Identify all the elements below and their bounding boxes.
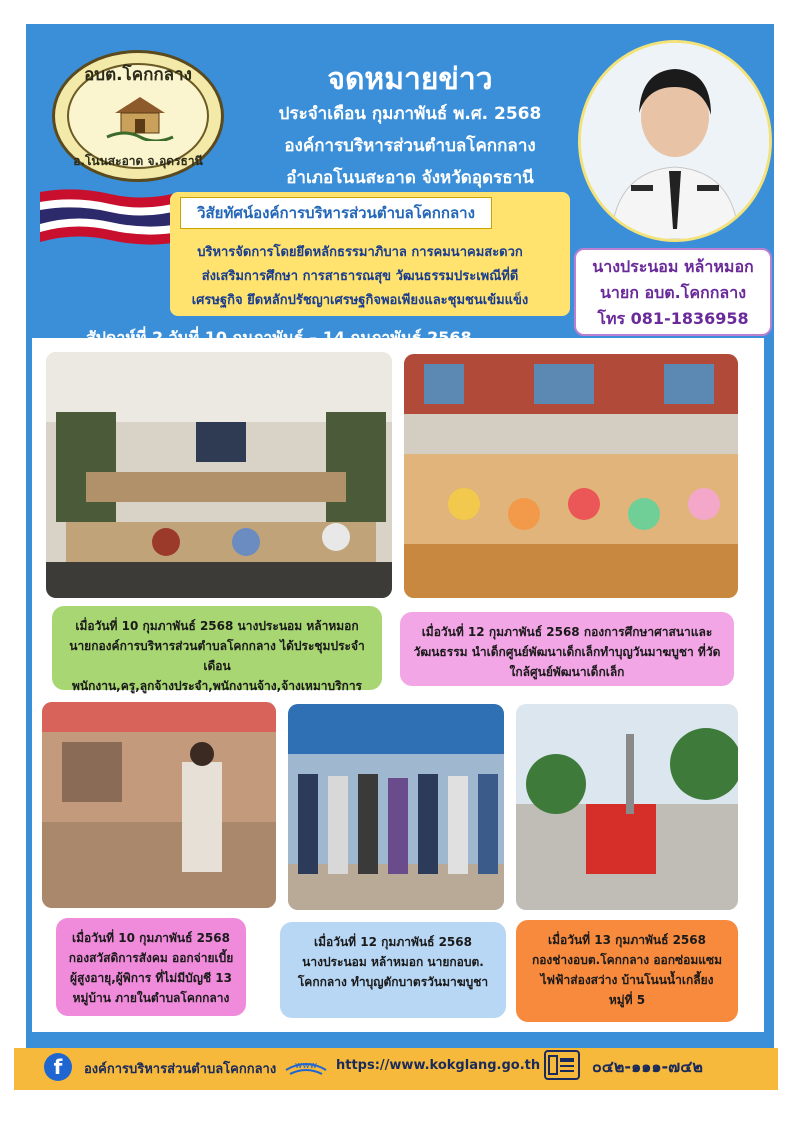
official-name: นางประนอม หล้าหมอก (592, 257, 754, 276)
electric-repair-photo (516, 704, 738, 910)
facebook-page-link[interactable]: องค์การบริหารส่วนตำบลโคกกลาง (84, 1062, 277, 1077)
caption-meeting (52, 606, 382, 693)
official-phone: โทร 081-1836958 (597, 309, 749, 328)
house-icon (105, 91, 175, 141)
official-nameplate (574, 248, 772, 336)
newsletter-title: จดหมายข่าว (327, 62, 493, 97)
caption-line: เมื่อวันที่ 10 กุมภาพันธ์ 2568 (72, 931, 230, 945)
allowance-photo (42, 702, 276, 908)
logo-top-text: อบต.โคกกลาง (84, 65, 192, 85)
caption-line: เมื่อวันที่ 13 กุมภาพันธ์ 2568 (548, 933, 706, 947)
caption-line: วัฒนธรรม นำเด็กศูนย์พัฒนาเด็กเล็กทำบุญวันมาฆบูชา ที่วัด (413, 645, 721, 659)
caption-line: นายกองค์การบริหารส่วนตำบลโคกกลาง ได้ประชุมประจำเดือน (69, 639, 365, 673)
caption-temple (400, 612, 734, 686)
thai-flag-icon (40, 186, 180, 248)
caption-electric-repair (516, 920, 738, 1022)
caption-line: หมู่ที่ 5 (608, 993, 646, 1007)
organization-logo (52, 50, 224, 182)
header-organization: องค์การบริหารส่วนตำบลโคกกลาง (284, 136, 536, 156)
caption-line: เมื่อวันที่ 10 กุมภาพันธ์ 2568 นางประนอม หล้าหมอก (75, 619, 359, 633)
caption-line: เมื่อวันที่ 12 กุมภาพันธ์ 2568 กองการศึกษาศาสนาและ (421, 625, 713, 639)
caption-line: กองสวัสดิการสังคม ออกจ่ายเบี้ย (68, 951, 234, 965)
vision-line: บริหารจัดการโดยยึดหลักธรรมาภิบาล การคมนาคมสะดวก (197, 245, 523, 260)
vision-line: ส่งเสริมการศึกษา การสาธารณสุข วัฒนธรรมประเพณีที่ดี (201, 269, 519, 284)
logo-bottom-text: อ.โนนสะอาด จ.อุดรธานี (73, 154, 203, 168)
merit-making-photo (288, 704, 504, 910)
caption-line: พนักงาน,ครู,ลูกจ้างประจำ,พนักงานจ้าง,จ้างเหมาบริการ (71, 679, 363, 693)
meeting-photo (46, 352, 392, 598)
caption-line: ใกล้ศูนย์พัฒนาเด็กเล็ก (509, 665, 625, 679)
header-month: ประจำเดือน กุมภาพันธ์ พ.ศ. 2568 (278, 104, 542, 124)
website-link[interactable]: https://www.kokglang.go.th (336, 1058, 541, 1073)
official-portrait (578, 40, 772, 242)
www-label: www (294, 1061, 318, 1071)
portrait-photo (581, 43, 769, 239)
caption-line: หมู่บ้าน ภายในตำบลโคกกลาง (72, 991, 230, 1005)
phone-icon (544, 1050, 580, 1080)
vision-line: เศรษฐกิจ ยึดหลักปรัชญาเศรษฐกิจพอเพียงและชุมชนเข้มแข็ง (191, 293, 529, 308)
caption-line: เมื่อวันที่ 12 กุมภาพันธ์ 2568 (314, 935, 472, 949)
caption-allowance (56, 918, 246, 1016)
caption-line: โคกกลาง ทำบุญตักบาตรวันมาฆบูชา (297, 975, 489, 989)
official-position: นายก อบต.โคกกลาง (599, 283, 747, 302)
globe-icon (284, 1056, 328, 1078)
caption-line: ผู้สูงอายุ,ผู้พิการ ที่ไม่มีบัญชี 13 (70, 971, 232, 985)
vision-title: วิสัยทัศน์องค์การบริหารส่วนตำบลโคกกลาง (180, 197, 492, 229)
caption-line: ไฟฟ้าส่องสว่าง บ้านโนนน้ำเกลี้ยง (540, 973, 714, 987)
caption-merit-making (280, 922, 506, 1018)
caption-line: กองช่างอบต.โคกกลาง ออกซ่อมแซม (531, 953, 723, 967)
caption-line: นางประนอม หล้าหมอก นายกอบต. (302, 955, 484, 969)
facebook-icon[interactable]: f (44, 1053, 72, 1081)
header-district: อำเภอโนนสะอาด จังหวัดอุดรธานี (286, 168, 534, 188)
phone-number: ๐๔๒-๑๑๑-๗๔๒ (592, 1057, 703, 1076)
temple-children-photo (404, 354, 738, 598)
